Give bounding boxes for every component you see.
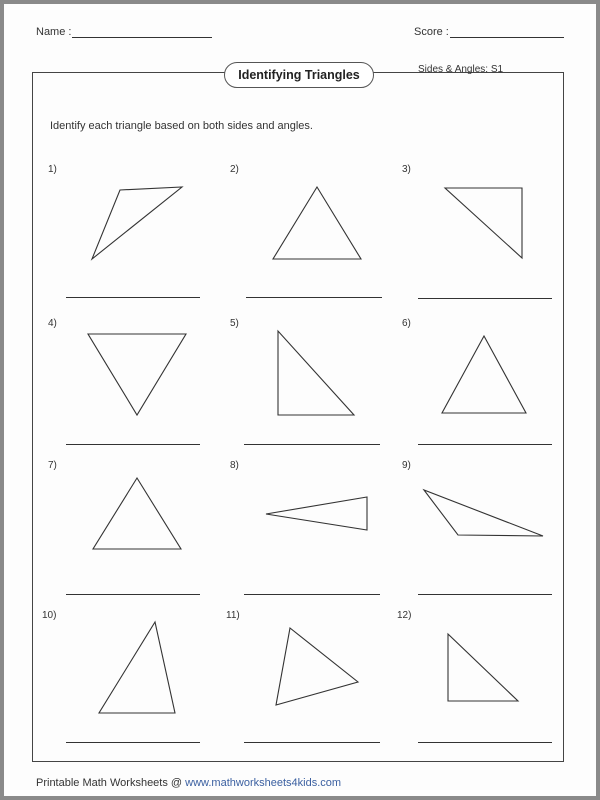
- score-label: Score :: [414, 26, 449, 38]
- problem-number: 2): [230, 164, 239, 175]
- triangle-8: [266, 497, 367, 530]
- triangle-4: [88, 334, 186, 415]
- triangle-7: [93, 478, 181, 549]
- triangle-6: [442, 336, 526, 413]
- problem-number: 5): [230, 318, 239, 329]
- problem-number: 8): [230, 460, 239, 471]
- worksheet-title: Identifying Triangles: [224, 62, 374, 88]
- triangle-12: [448, 634, 518, 701]
- triangle-3: [445, 188, 522, 258]
- footer-text: Printable Math Worksheets @: [36, 777, 186, 789]
- problem-number: 1): [48, 164, 57, 175]
- triangle-5: [278, 331, 354, 415]
- problem-number: 3): [402, 164, 411, 175]
- triangle-1: [92, 187, 182, 259]
- problem-number: 9): [402, 460, 411, 471]
- problem-number: 4): [48, 318, 57, 329]
- triangle-2: [273, 187, 361, 259]
- footer: [36, 777, 341, 789]
- triangle-9: [424, 490, 543, 536]
- worksheet-subtitle: Sides & Angles: S1: [418, 64, 504, 75]
- problem-number: 10): [42, 610, 57, 621]
- problem-number: 12): [397, 610, 412, 621]
- instruction-text: Identify each triangle based on both sides and angles.: [50, 120, 313, 132]
- problem-number: 11): [226, 610, 240, 621]
- name-label: Name :: [36, 26, 72, 38]
- problem-number: 6): [402, 318, 411, 329]
- problem-number: 7): [48, 460, 57, 471]
- footer-link[interactable]: www.mathworksheets4kids.com: [185, 777, 342, 789]
- triangle-10: [99, 622, 175, 713]
- triangle-11: [276, 628, 358, 705]
